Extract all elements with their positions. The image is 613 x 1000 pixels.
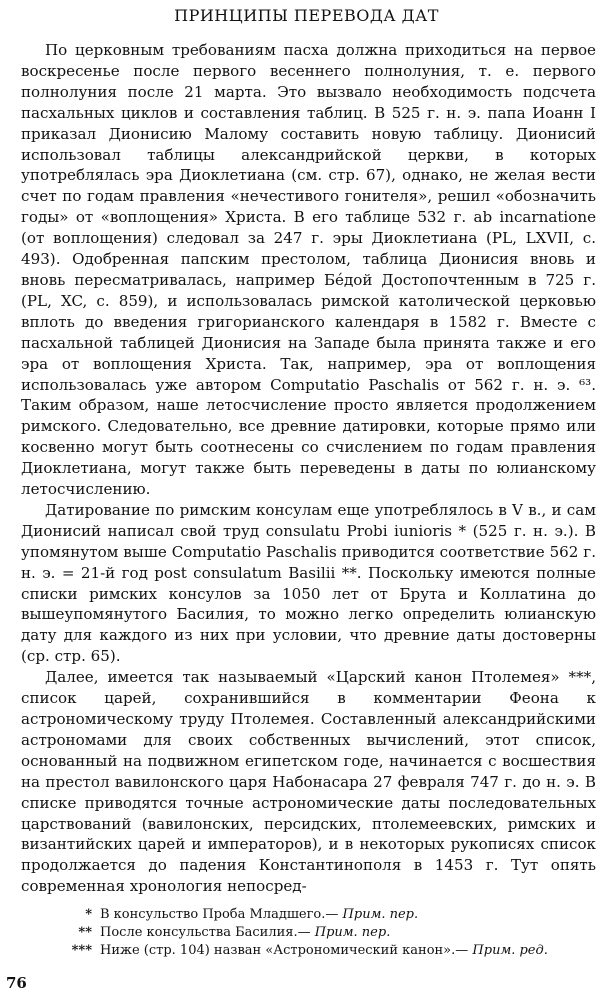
footnote-body: В консульство Проба Младшего.— bbox=[100, 907, 339, 922]
paragraph: По церковным требованиям пасха должна приходиться на первое воскресенье после первого весеннего полнолуния, т. е. первого полнолуния после 21 марта. Это вызвало необходимость подсчета пасхальных циклов и составления таблиц. В 525 г. н. э. папа Иоанн I приказал Дионисию Малому составить новую таблицу. Дионисий использовал таблицы александрийской церкви, в которых употреблялась эра Диоклетиана (см. стр. 67), однако, не желая вести счет по годам правления «нечестивого гонителя», решил «обозначить годы» от «воплощения» Христа. В его таблице 532 г. ab incarnatione (от воплощения) следовал за 247 г. эры Диоклетиана (PL, LXVII, c. 493). Одобренная папским престолом, таблица Дионисия вновь и вновь пересматривалась, например Бéдой Достопочтенным в 725 г. (PL, XC, c. 859), и использовалась римской католической церковью вплоть до введения григорианского календаря в 1582 г. Вместе с пасхальной таблицей Дионисия на Западе была принята также и его эра от воплощения Христа. Так, например, эра от воплощения использовалась уже автором Computatio Paschalis от 562 г. н. э. ⁶³. Таким образом, наше летосчисление просто является продолжением римского. Следовательно, все древние датировки, которые прямо или косвенно могут быть соотнесены со счислением по годам правления Диоклетиана, могут также быть переведены в даты по юлианскому летосчислению. bbox=[21, 41, 596, 499]
footnote-mark: ** bbox=[78, 925, 92, 940]
footnotes bbox=[58, 906, 598, 960]
body-text bbox=[21, 40, 596, 897]
footnote-body: Ниже (стр. 104) назван «Астрономический канон».— bbox=[100, 943, 469, 958]
footnote-mark: *** bbox=[71, 943, 92, 958]
footnote-text bbox=[100, 907, 418, 922]
footnote-attribution: Прим. ред. bbox=[472, 943, 548, 958]
footnote-attribution: Прим. пер. bbox=[314, 925, 391, 940]
footnote-attribution: Прим. пер. bbox=[342, 907, 419, 922]
footnote-text bbox=[100, 943, 548, 958]
footnote bbox=[58, 906, 598, 924]
footnote-text bbox=[100, 925, 390, 940]
paragraph: Далее, имеется так называемый «Царский канон Птолемея» ***, список царей, сохранившийся в комментарии Феона к астрономическому труду Птолемея. Составленный александрийскими астрономами для своих собственных вычислений, этот список, основанный на подвижном египетском годе, начинается с восшествия на престол вавилонского царя Набонасара 27 февраля 747 г. до н. э. В списке приводятся точные астрономические даты последовательных царствований (вавилонских, персидских, птолемеевских, римских и византийских царей и императоров), и в некоторых рукописях список продолжается до падения Константинополя в 1453 г. Тут опять современная хронология непосред- bbox=[21, 668, 596, 896]
page-number: 76 bbox=[6, 974, 27, 992]
footnote bbox=[58, 942, 598, 960]
footnote bbox=[58, 924, 598, 942]
footnote-body: После консульства Басилия.— bbox=[100, 925, 311, 940]
running-head: ПРИНЦИПЫ ПЕРЕВОДА ДАТ bbox=[174, 6, 439, 25]
footnote-mark: * bbox=[85, 907, 92, 922]
paragraph: Датирование по римским консулам еще употреблялось в V в., и сам Дионисий написал свой труд consulatu Probi iunioris * (525 г. н. э.). В упомянутом выше Computatio Paschalis приводится соответствие 562 г. н. э. = 21-й год post consulatum Basilii **. Поскольку имеются полные списки римских консулов за 1050 лет от Брута и Коллатина до вышеупомянутого Басилия, то можно легко определить юлианскую дату для каждого из них при условии, что древние даты достоверны (ср. стр. 65). bbox=[21, 500, 596, 666]
